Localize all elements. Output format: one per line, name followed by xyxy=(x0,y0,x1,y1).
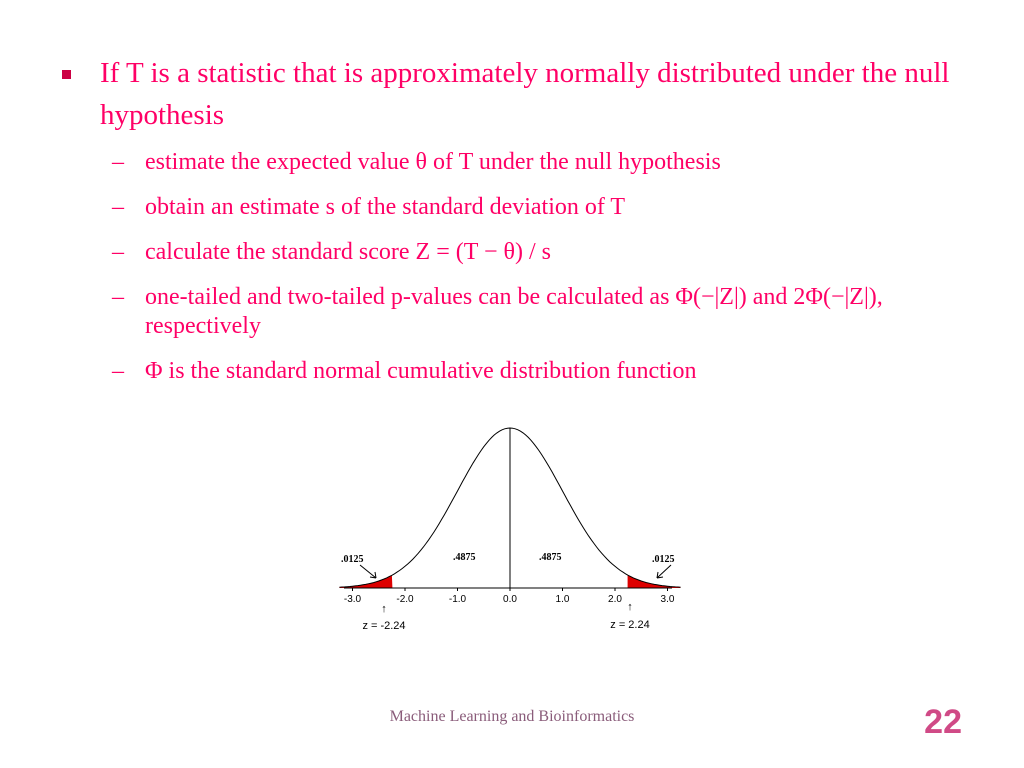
x-axis-tick-label: 1.0 xyxy=(555,594,570,605)
main-bullet xyxy=(62,52,962,136)
square-bullet-icon xyxy=(62,70,71,79)
footer-text: Machine Learning and Bioinformatics xyxy=(389,708,635,725)
sub-bullet xyxy=(112,193,962,222)
sub-bullet xyxy=(112,148,962,177)
normal-distribution-figure xyxy=(330,418,700,648)
dash-icon: – xyxy=(112,358,124,384)
sub-bullet-text: calculate the standard score Z = (T − θ) / s xyxy=(145,239,551,265)
sub-bullet xyxy=(112,357,962,386)
sub-bullet-text: Φ is the standard normal cumulative distribution function xyxy=(145,358,697,384)
left-center-label: .4875 xyxy=(453,552,476,563)
sub-bullet-text: obtain an estimate s of the standard deviation of T xyxy=(145,194,626,220)
right-tail-label: .0125 xyxy=(652,554,675,565)
left-tail-pointer xyxy=(360,565,376,578)
x-axis-tick-label: 2.0 xyxy=(608,594,622,605)
left-z-arrow-icon: ↑ xyxy=(381,603,387,615)
left-tail-region xyxy=(339,575,392,588)
page-number: 22 xyxy=(924,703,962,741)
main-bullet-text: If T is a statistic that is approximately normally distributed under the null hypothesis xyxy=(100,57,950,131)
x-axis-tick-label: -1.0 xyxy=(448,594,467,605)
x-axis-tick-label: 3.0 xyxy=(660,594,675,605)
dash-icon: – xyxy=(112,239,124,265)
sub-bullet xyxy=(112,238,962,267)
dash-icon: – xyxy=(112,284,124,310)
right-center-label: .4875 xyxy=(539,552,562,563)
sub-bullet xyxy=(112,283,962,341)
x-axis-tick-label: -2.0 xyxy=(396,594,414,605)
dash-icon: – xyxy=(112,194,124,220)
sub-bullet-text: estimate the expected value θ of T under the null hypothesis xyxy=(145,149,721,175)
right-tail-pointer xyxy=(657,565,671,578)
left-z-label: z = -2.24 xyxy=(362,620,406,632)
right-z-arrow-icon: ↑ xyxy=(627,601,633,613)
right-z-label: z = 2.24 xyxy=(610,619,650,631)
x-axis-tick-label: -3.0 xyxy=(343,594,362,605)
sub-bullet-list xyxy=(112,148,962,402)
x-axis-tick-label: 0.0 xyxy=(503,594,517,605)
dash-icon: – xyxy=(112,149,124,175)
left-tail-label: .0125 xyxy=(341,554,364,565)
sub-bullet-text: one-tailed and two-tailed p-values can be calculated as Φ(−|Z|) and 2Φ(−|Z|), respectively xyxy=(145,284,883,339)
right-tail-region xyxy=(628,575,681,588)
x-axis-ticks xyxy=(344,588,675,605)
